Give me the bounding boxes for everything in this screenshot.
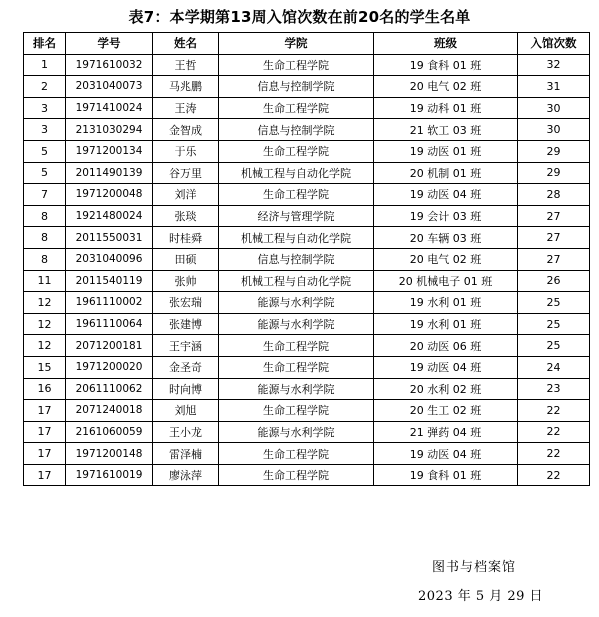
cell-name: 刘洋 xyxy=(153,184,219,206)
table-row xyxy=(24,248,590,270)
cell-class: 20 车辆 03 班 xyxy=(374,227,518,249)
table-row xyxy=(24,421,590,443)
cell-name: 张帅 xyxy=(153,270,219,292)
cell-class: 19 动科 01 班 xyxy=(374,97,518,119)
header-rank: 排名 xyxy=(24,33,66,55)
table-header-row xyxy=(24,33,590,55)
cell-visit-count: 29 xyxy=(518,162,590,184)
cell-name: 于乐 xyxy=(153,140,219,162)
header-class: 班级 xyxy=(374,33,518,55)
table-row xyxy=(24,184,590,206)
cell-class: 19 食科 01 班 xyxy=(374,54,518,76)
cell-rank: 7 xyxy=(24,184,66,206)
cell-rank: 8 xyxy=(24,227,66,249)
cell-college: 能源与水利学院 xyxy=(219,378,374,400)
cell-rank: 8 xyxy=(24,205,66,227)
cell-college: 机械工程与自动化学院 xyxy=(219,227,374,249)
cell-class: 20 动医 06 班 xyxy=(374,335,518,357)
cell-name: 王涛 xyxy=(153,97,219,119)
cell-visit-count: 25 xyxy=(518,335,590,357)
cell-college: 信息与控制学院 xyxy=(219,76,374,98)
cell-student-id: 1961110064 xyxy=(66,313,153,335)
cell-college: 信息与控制学院 xyxy=(219,119,374,141)
cell-name: 刘旭 xyxy=(153,400,219,422)
cell-student-id: 2161060059 xyxy=(66,421,153,443)
cell-student-id: 1971200134 xyxy=(66,140,153,162)
cell-student-id: 1971200148 xyxy=(66,443,153,465)
cell-class: 19 动医 04 班 xyxy=(374,184,518,206)
footer-date: 2023 年 5 月 29 日 xyxy=(418,589,544,604)
cell-name: 时桂舜 xyxy=(153,227,219,249)
cell-college: 生命工程学院 xyxy=(219,400,374,422)
cell-college: 生命工程学院 xyxy=(219,140,374,162)
cell-college: 能源与水利学院 xyxy=(219,421,374,443)
cell-rank: 12 xyxy=(24,335,66,357)
cell-visit-count: 30 xyxy=(518,97,590,119)
cell-visit-count: 22 xyxy=(518,464,590,486)
cell-college: 机械工程与自动化学院 xyxy=(219,162,374,184)
cell-student-id: 1971200048 xyxy=(66,184,153,206)
cell-name: 张琰 xyxy=(153,205,219,227)
cell-college: 生命工程学院 xyxy=(219,97,374,119)
header-college: 学院 xyxy=(219,33,374,55)
cell-class: 20 机械电子 01 班 xyxy=(374,270,518,292)
cell-college: 生命工程学院 xyxy=(219,443,374,465)
cell-student-id: 1921480024 xyxy=(66,205,153,227)
table-row xyxy=(24,162,590,184)
cell-visit-count: 25 xyxy=(518,292,590,314)
cell-college: 能源与水利学院 xyxy=(219,313,374,335)
table-row xyxy=(24,205,590,227)
cell-name: 张建博 xyxy=(153,313,219,335)
cell-student-id: 1971610019 xyxy=(66,464,153,486)
cell-class: 20 生工 02 班 xyxy=(374,400,518,422)
cell-visit-count: 22 xyxy=(518,421,590,443)
cell-name: 时向博 xyxy=(153,378,219,400)
cell-visit-count: 24 xyxy=(518,356,590,378)
ranking-table xyxy=(23,32,590,486)
table-row xyxy=(24,335,590,357)
table-row xyxy=(24,313,590,335)
table-row xyxy=(24,54,590,76)
table-row xyxy=(24,400,590,422)
cell-name: 王宇涵 xyxy=(153,335,219,357)
cell-student-id: 1971200020 xyxy=(66,356,153,378)
cell-college: 生命工程学院 xyxy=(219,464,374,486)
table-row xyxy=(24,464,590,486)
cell-name: 金圣奇 xyxy=(153,356,219,378)
cell-name: 廖泳萍 xyxy=(153,464,219,486)
cell-college: 生命工程学院 xyxy=(219,335,374,357)
table-row xyxy=(24,292,590,314)
cell-visit-count: 29 xyxy=(518,140,590,162)
cell-rank: 2 xyxy=(24,76,66,98)
table-row xyxy=(24,270,590,292)
cell-college: 生命工程学院 xyxy=(219,184,374,206)
cell-student-id: 2031040073 xyxy=(66,76,153,98)
cell-rank: 12 xyxy=(24,313,66,335)
cell-student-id: 2011540119 xyxy=(66,270,153,292)
cell-student-id: 2061110062 xyxy=(66,378,153,400)
cell-rank: 17 xyxy=(24,443,66,465)
cell-rank: 17 xyxy=(24,400,66,422)
cell-rank: 12 xyxy=(24,292,66,314)
cell-student-id: 1971410024 xyxy=(66,97,153,119)
cell-rank: 15 xyxy=(24,356,66,378)
cell-name: 谷万里 xyxy=(153,162,219,184)
cell-visit-count: 27 xyxy=(518,205,590,227)
cell-rank: 5 xyxy=(24,140,66,162)
cell-visit-count: 22 xyxy=(518,443,590,465)
cell-student-id: 1971610032 xyxy=(66,54,153,76)
table-row xyxy=(24,76,590,98)
cell-college: 生命工程学院 xyxy=(219,356,374,378)
cell-student-id: 2071200181 xyxy=(66,335,153,357)
cell-student-id: 2071240018 xyxy=(66,400,153,422)
header-name: 姓名 xyxy=(153,33,219,55)
cell-visit-count: 32 xyxy=(518,54,590,76)
cell-visit-count: 22 xyxy=(518,400,590,422)
cell-name: 马兆鹏 xyxy=(153,76,219,98)
cell-visit-count: 27 xyxy=(518,248,590,270)
cell-visit-count: 30 xyxy=(518,119,590,141)
cell-rank: 5 xyxy=(24,162,66,184)
cell-rank: 17 xyxy=(24,421,66,443)
header-student-id: 学号 xyxy=(66,33,153,55)
cell-class: 19 动医 04 班 xyxy=(374,356,518,378)
cell-class: 21 弹药 04 班 xyxy=(374,421,518,443)
cell-class: 20 电气 02 班 xyxy=(374,248,518,270)
table-row xyxy=(24,97,590,119)
cell-name: 王小龙 xyxy=(153,421,219,443)
cell-college: 经济与管理学院 xyxy=(219,205,374,227)
cell-student-id: 2131030294 xyxy=(66,119,153,141)
cell-college: 机械工程与自动化学院 xyxy=(219,270,374,292)
cell-class: 20 电气 02 班 xyxy=(374,76,518,98)
table-row xyxy=(24,356,590,378)
cell-class: 19 会计 03 班 xyxy=(374,205,518,227)
cell-name: 张宏瑞 xyxy=(153,292,219,314)
footer-organization: 图书与档案馆 xyxy=(432,560,517,575)
cell-visit-count: 27 xyxy=(518,227,590,249)
cell-visit-count: 26 xyxy=(518,270,590,292)
cell-student-id: 2011550031 xyxy=(66,227,153,249)
cell-class: 19 动医 04 班 xyxy=(374,443,518,465)
cell-rank: 17 xyxy=(24,464,66,486)
cell-student-id: 1961110002 xyxy=(66,292,153,314)
cell-name: 金智成 xyxy=(153,119,219,141)
cell-visit-count: 28 xyxy=(518,184,590,206)
page-title: 表7：本学期第13周入馆次数在前20名的学生名单 xyxy=(128,8,471,26)
cell-student-id: 2011490139 xyxy=(66,162,153,184)
cell-name: 王哲 xyxy=(153,54,219,76)
cell-class: 19 动医 01 班 xyxy=(374,140,518,162)
cell-class: 19 水利 01 班 xyxy=(374,292,518,314)
cell-rank: 3 xyxy=(24,97,66,119)
table-row xyxy=(24,227,590,249)
cell-name: 雷泽楠 xyxy=(153,443,219,465)
cell-class: 20 水利 02 班 xyxy=(374,378,518,400)
cell-visit-count: 31 xyxy=(518,76,590,98)
cell-class: 19 食科 01 班 xyxy=(374,464,518,486)
table-body xyxy=(24,54,590,486)
header-visit-count: 入馆次数 xyxy=(518,33,590,55)
cell-visit-count: 25 xyxy=(518,313,590,335)
table-row xyxy=(24,140,590,162)
table-row xyxy=(24,378,590,400)
cell-rank: 3 xyxy=(24,119,66,141)
cell-rank: 11 xyxy=(24,270,66,292)
cell-rank: 8 xyxy=(24,248,66,270)
cell-college: 能源与水利学院 xyxy=(219,292,374,314)
cell-student-id: 2031040096 xyxy=(66,248,153,270)
cell-visit-count: 23 xyxy=(518,378,590,400)
cell-rank: 1 xyxy=(24,54,66,76)
cell-class: 21 软工 03 班 xyxy=(374,119,518,141)
cell-class: 19 水利 01 班 xyxy=(374,313,518,335)
cell-rank: 16 xyxy=(24,378,66,400)
cell-name: 田硕 xyxy=(153,248,219,270)
cell-college: 生命工程学院 xyxy=(219,54,374,76)
table-row xyxy=(24,443,590,465)
cell-class: 20 机制 01 班 xyxy=(374,162,518,184)
table-row xyxy=(24,119,590,141)
cell-college: 信息与控制学院 xyxy=(219,248,374,270)
